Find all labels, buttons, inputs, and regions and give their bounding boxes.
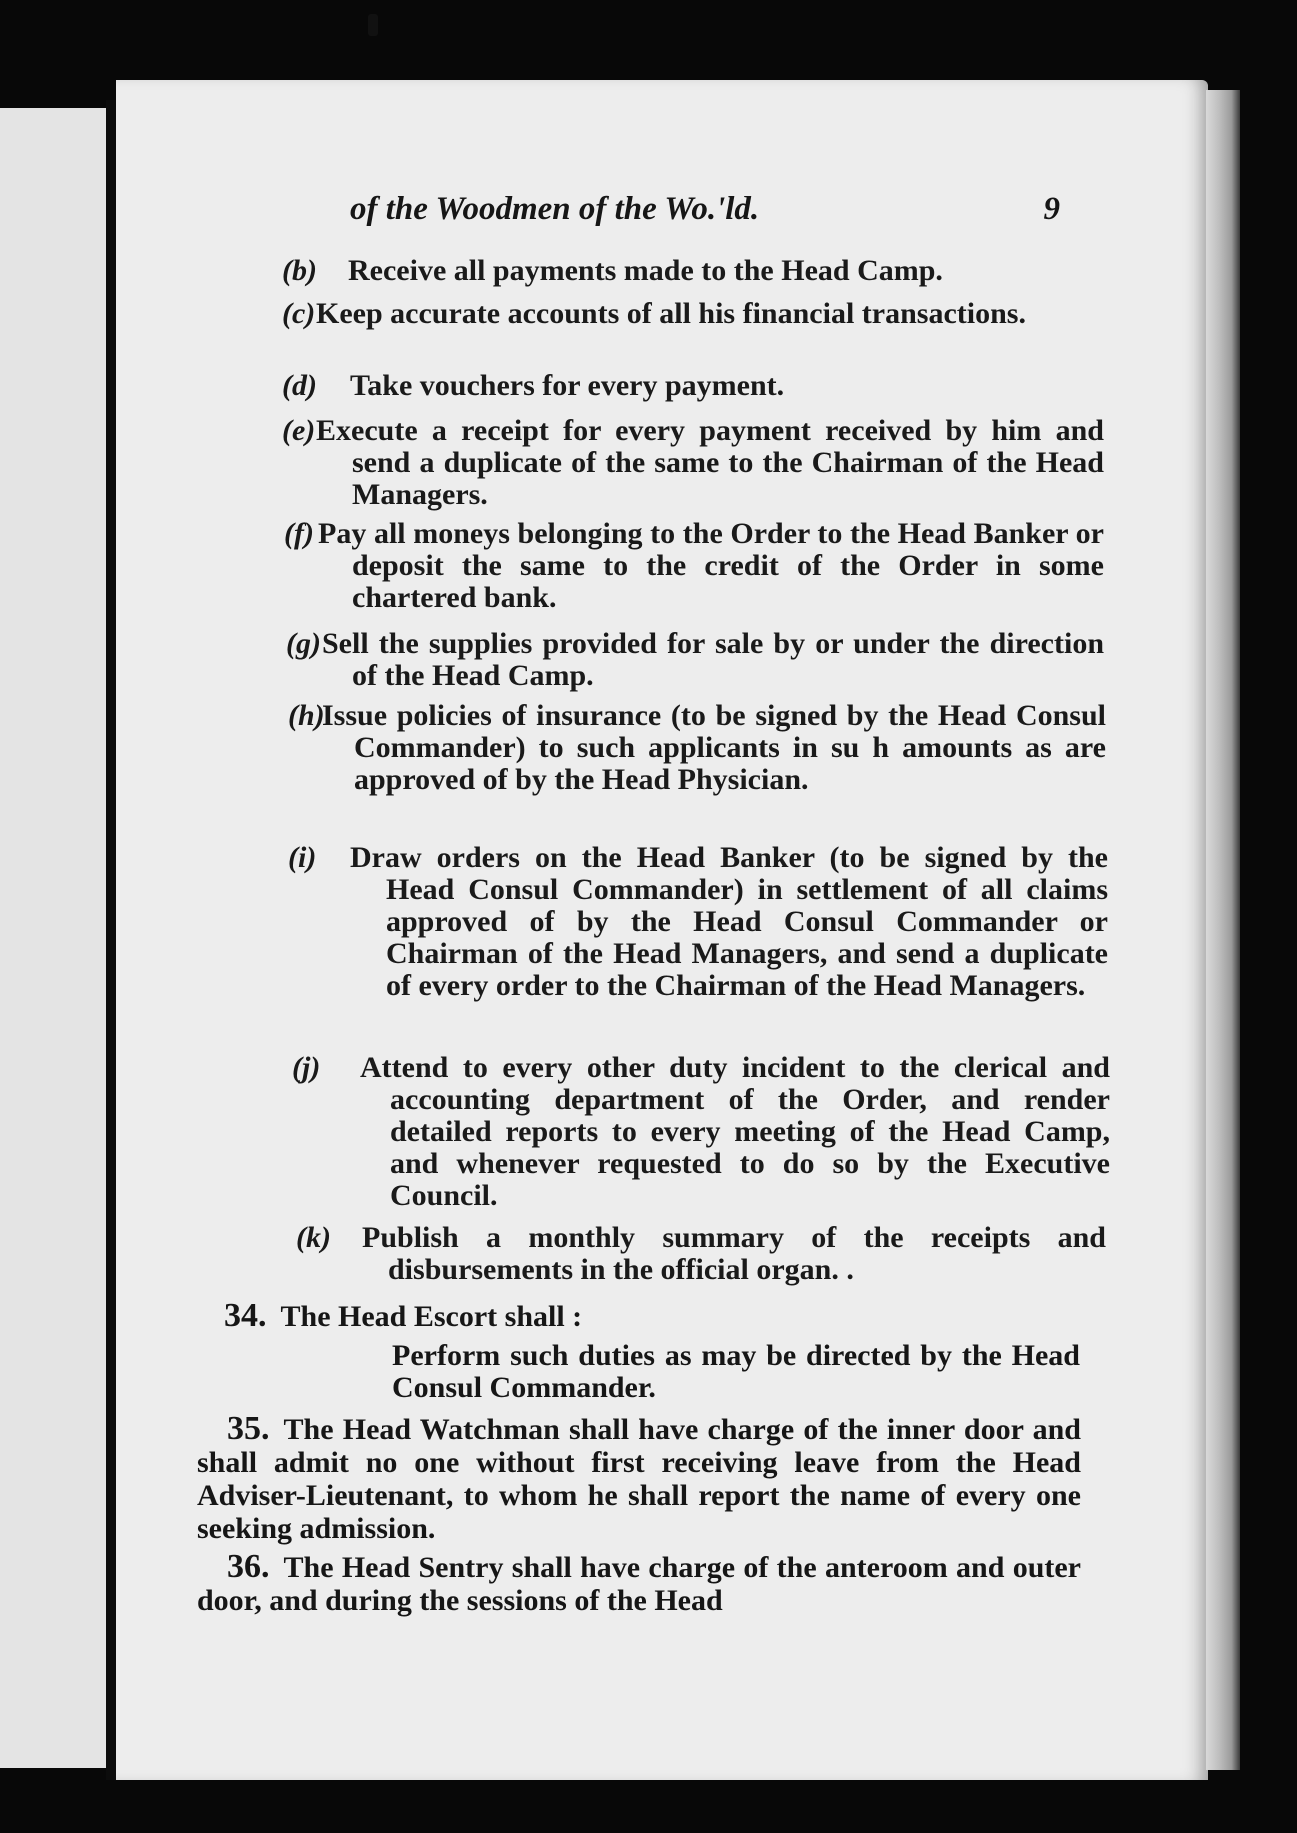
section-35 xyxy=(197,1412,1081,1545)
item-text: Publish a monthly summary of the receipts and disbursements in the official organ. . xyxy=(362,1221,1106,1286)
item-letter: (i) xyxy=(288,841,317,874)
item-text: Take vouchers for every payment. xyxy=(350,369,785,402)
item-text: Receive all payments made to the Head Camp. xyxy=(348,254,943,287)
item-letter: (k) xyxy=(296,1221,331,1254)
item-text: Keep accurate accounts of all his financial transactions. xyxy=(316,297,1026,330)
section-text: The Head Watchman shall have charge of the inner door and shall admit no one without first receiving leave from the Head Adviser-Lieutenant, to whom he shall report the name of every one seeking admission. xyxy=(197,1413,1081,1545)
section-text: The Head Sentry shall have charge of the anteroom and outer door, and during the sessions of the Head xyxy=(197,1551,1081,1617)
running-head xyxy=(350,191,1070,228)
item-letter: (d) xyxy=(282,369,317,402)
page-number: 9 xyxy=(1043,191,1060,227)
item-letter: (e) xyxy=(282,414,316,447)
running-title: of the Woodmen of the Wo.'ld. xyxy=(350,191,760,227)
section-34-heading xyxy=(224,1297,583,1334)
scan-speck xyxy=(368,14,378,36)
item-letter: (g) xyxy=(286,627,321,660)
item-letter: (c) xyxy=(282,297,316,330)
section-34-duty: Perform such duties as may be directed by the Head Consul Commander. xyxy=(392,1339,1080,1404)
item-text: Sell the supplies provided for sale by or under the direction of the Head Camp. xyxy=(322,627,1104,692)
page-edge xyxy=(1206,90,1240,1770)
item-letter: (f) xyxy=(284,517,314,550)
section-number: 34. xyxy=(224,1297,267,1334)
section-text: The Head Escort shall : xyxy=(280,1300,583,1333)
item-text: Pay all moneys belonging to the Order to the Head Banker or deposit the same to the credit of the Order in some chartered bank. xyxy=(318,517,1104,614)
section-number: 36. xyxy=(227,1548,270,1585)
item-text: Issue policies of insurance (to be signed by the Head Consul Commander) to such applicants in su h amounts as are approved of by the Head Physician. xyxy=(322,699,1106,796)
item-letter: (b) xyxy=(282,254,317,287)
item-text: Attend to every other duty incident to the clerical and accounting department of the Order, and render detailed reports to every meeting of the Head Camp, and whenever requested to do so by the Executive Council. xyxy=(360,1051,1110,1212)
section-number: 35. xyxy=(227,1410,270,1447)
facing-page xyxy=(0,108,108,1768)
section-36 xyxy=(197,1550,1081,1617)
item-letter: (h) xyxy=(288,699,325,732)
item-letter: (j) xyxy=(292,1051,321,1084)
item-text: Execute a receipt for every payment received by him and send a duplicate of the same to the Chairman of the Head Managers. xyxy=(316,414,1104,511)
item-text: Draw orders on the Head Banker (to be signed by the Head Consul Commander) in settlement of all claims approved of by the Head Consul Commander or Chairman of the Head Managers, and send a duplicate of every order to the Chairman of the Head Managers. xyxy=(350,841,1108,1002)
